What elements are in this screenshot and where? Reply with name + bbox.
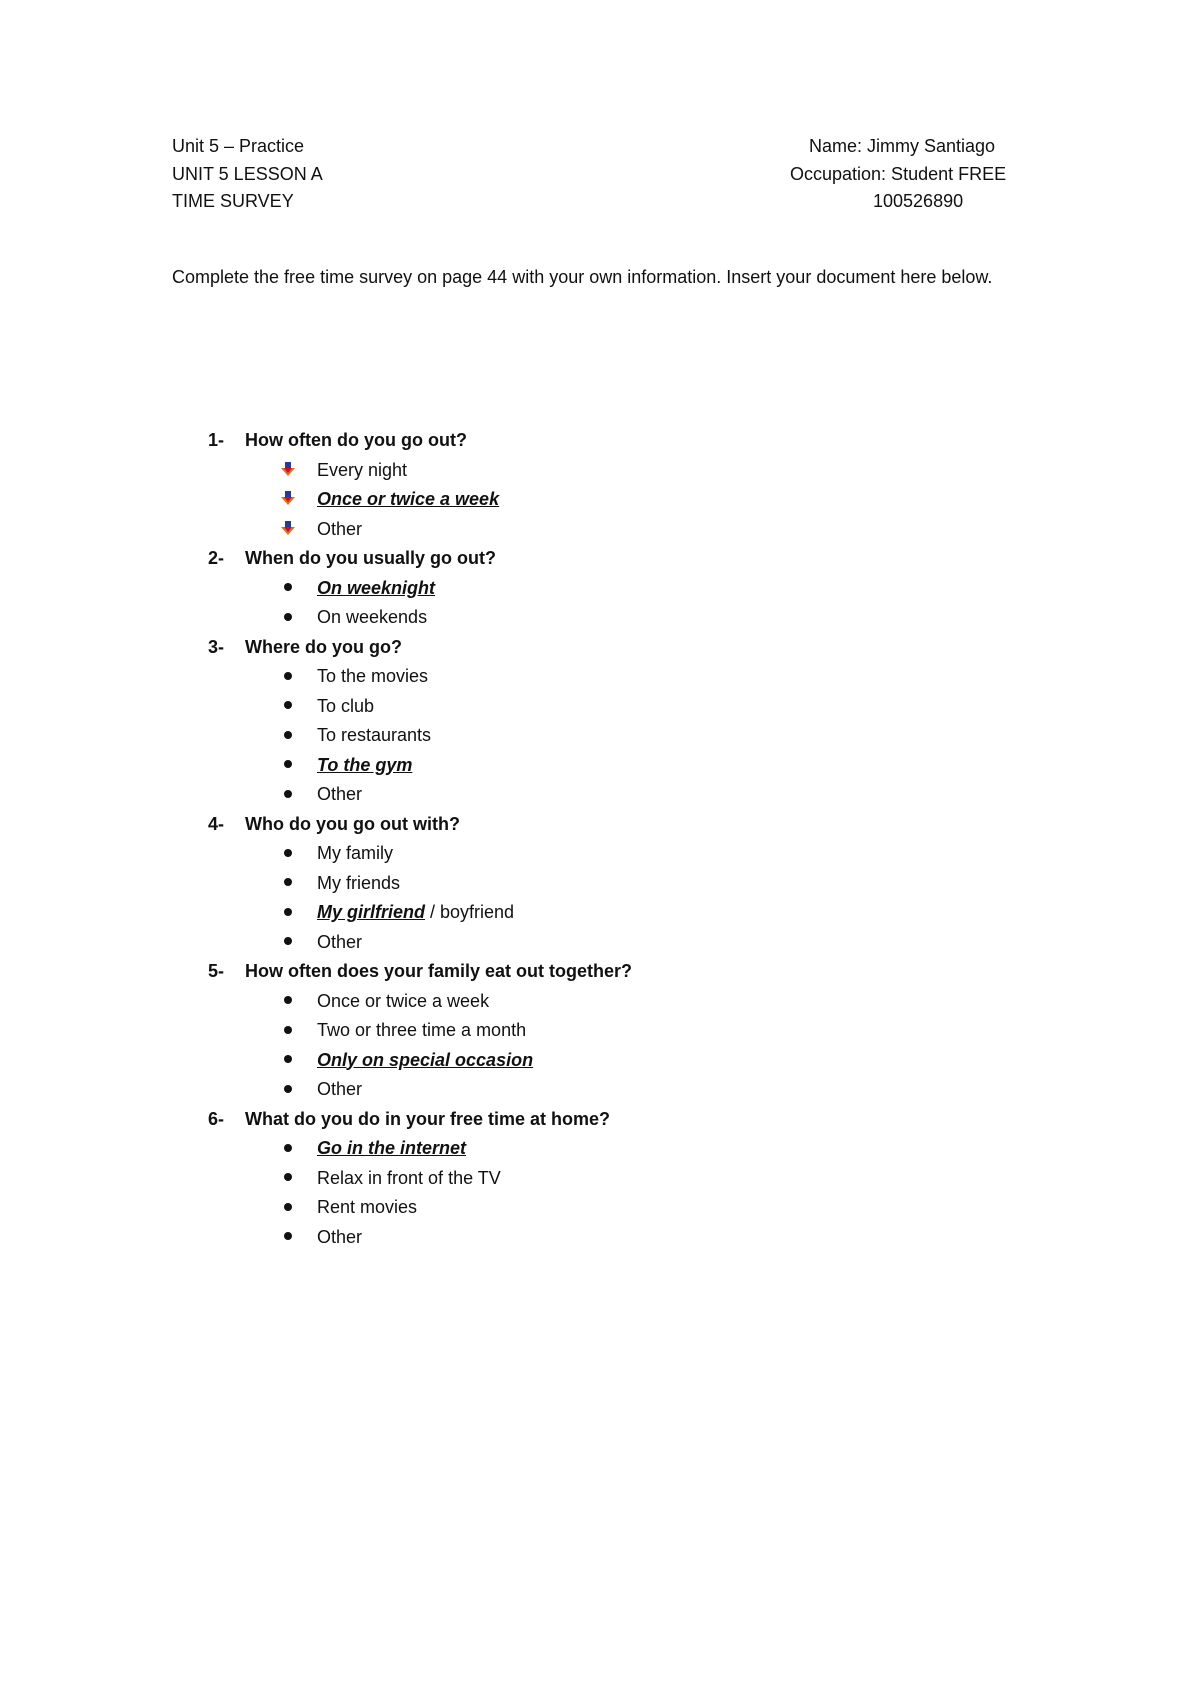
answer-option: [172, 751, 1072, 781]
question-number: 5-: [208, 961, 225, 981]
arrow-icon: [278, 515, 298, 545]
bullet-icon: [278, 987, 298, 1017]
answer-option: [172, 1134, 1072, 1164]
question-text: When do you usually go out?: [245, 548, 496, 568]
answer-label: Relax in front of the TV: [317, 1167, 501, 1188]
bullet-icon: [278, 898, 298, 928]
answer-text: [317, 1075, 362, 1105]
answer-text: [317, 1164, 501, 1194]
bullet-icon: [278, 721, 298, 751]
question-number: 2-: [208, 548, 225, 568]
answer-label: Once or twice a week: [317, 489, 500, 509]
answer-label: Two or three time a month: [317, 1020, 527, 1040]
answer-text: [317, 721, 431, 751]
selected-answer: [317, 1134, 466, 1164]
answer-text: [317, 662, 428, 692]
arrow-icon: [278, 456, 298, 486]
selected-answer: [317, 574, 435, 604]
bullet-icon: [278, 928, 298, 958]
arrow-icon: [278, 485, 298, 515]
answer-text: [317, 515, 362, 545]
question-text: How often does your family eat out together?: [245, 961, 633, 981]
selected-answer: [317, 898, 514, 928]
answer-option: [172, 839, 1072, 869]
answer-option: [172, 869, 1072, 899]
answer-text: [317, 692, 374, 722]
question-number: 6-: [208, 1108, 225, 1129]
bullet-icon: [278, 1164, 298, 1194]
selected-answer: [317, 485, 499, 515]
bullet-icon: [278, 839, 298, 869]
answer-option: [172, 1164, 1072, 1194]
answer-text: [317, 780, 362, 810]
answer-label: Other: [317, 1079, 363, 1099]
selected-answer: [317, 751, 412, 781]
answer-option: [172, 692, 1072, 722]
answer-option: [172, 898, 1072, 928]
instructions: Complete the free time survey on page 44 with your own information. Insert your document here below.: [172, 267, 993, 287]
answer-option: [172, 515, 1072, 545]
answer-label: Once or twice a week: [317, 990, 490, 1011]
answer-text: [317, 839, 393, 869]
answer-label: Rent movies: [317, 1197, 418, 1217]
answer-label: Other: [317, 518, 363, 539]
question-2: [172, 544, 1072, 574]
question-5: [172, 957, 1072, 987]
bullet-icon: [278, 662, 298, 692]
answer-label: To the movies: [317, 666, 429, 686]
answer-text: [317, 869, 400, 899]
answer-label: Only on special occasion: [317, 1049, 534, 1070]
answer-text: [317, 1193, 417, 1223]
answer-label: On weekends: [317, 607, 428, 627]
answer-label: Other: [317, 931, 363, 952]
answer-option: [172, 1046, 1072, 1076]
answer-text: [317, 456, 407, 486]
survey-title: TIME SURVEY: [172, 191, 294, 211]
bullet-icon: [278, 780, 298, 810]
answer-option: [172, 928, 1072, 958]
question-6: [172, 1105, 1072, 1135]
answer-option: [172, 456, 1072, 486]
answer-label: To club: [317, 695, 375, 716]
question-3: [172, 633, 1072, 663]
answer-label: Other: [317, 784, 363, 804]
answer-suffix: / boyfriend: [425, 902, 515, 922]
answer-option: [172, 1223, 1072, 1253]
answer-label: Go in the internet: [317, 1138, 467, 1158]
answer-text: [317, 1223, 362, 1253]
answer-label: To the gym: [317, 754, 413, 775]
bullet-icon: [278, 574, 298, 604]
answer-option: [172, 780, 1072, 810]
answer-text: [317, 1016, 526, 1046]
question-text: Who do you go out with?: [245, 813, 460, 834]
bullet-icon: [278, 1223, 298, 1253]
answer-text: [317, 603, 427, 633]
answer-option: [172, 603, 1072, 633]
survey-list: [172, 426, 1072, 1252]
answer-label: To restaurants: [317, 725, 432, 745]
question-text: Where do you go?: [245, 636, 402, 657]
bullet-icon: [278, 1075, 298, 1105]
unit-title: Unit 5 – Practice: [172, 136, 305, 156]
answer-label: My friends: [317, 872, 401, 893]
bullet-icon: [278, 1193, 298, 1223]
student-id: 100526890: [873, 191, 964, 211]
answer-label: My family: [317, 843, 393, 863]
question-number: 3-: [208, 636, 225, 657]
answer-option: [172, 1016, 1072, 1046]
answer-label: On weeknight: [317, 577, 436, 598]
bullet-icon: [278, 692, 298, 722]
bullet-icon: [278, 603, 298, 633]
answer-option: [172, 987, 1072, 1017]
answer-label: My girlfriend: [317, 902, 426, 922]
answer-option: [172, 1075, 1072, 1105]
question-number: 1-: [208, 430, 225, 450]
answer-text: [317, 987, 489, 1017]
lesson-title: UNIT 5 LESSON A: [172, 164, 323, 184]
answer-option: [172, 721, 1072, 751]
question-4: [172, 810, 1072, 840]
question-text: How often do you go out?: [245, 430, 467, 450]
bullet-icon: [278, 1046, 298, 1076]
answer-option: [172, 662, 1072, 692]
bullet-icon: [278, 1016, 298, 1046]
answer-option: [172, 485, 1072, 515]
student-occupation: Occupation: Student FREE: [790, 164, 1007, 184]
bullet-icon: [278, 1134, 298, 1164]
bullet-icon: [278, 869, 298, 899]
question-1: [172, 426, 1072, 456]
answer-label: Other: [317, 1226, 363, 1247]
bullet-icon: [278, 751, 298, 781]
answer-label: Every night: [317, 459, 408, 480]
question-text: What do you do in your free time at home?: [245, 1108, 611, 1129]
student-name: Name: Jimmy Santiago: [809, 136, 996, 156]
answer-option: [172, 1193, 1072, 1223]
selected-answer: [317, 1046, 533, 1076]
question-number: 4-: [208, 813, 225, 834]
answer-text: [317, 928, 362, 958]
answer-option: [172, 574, 1072, 604]
